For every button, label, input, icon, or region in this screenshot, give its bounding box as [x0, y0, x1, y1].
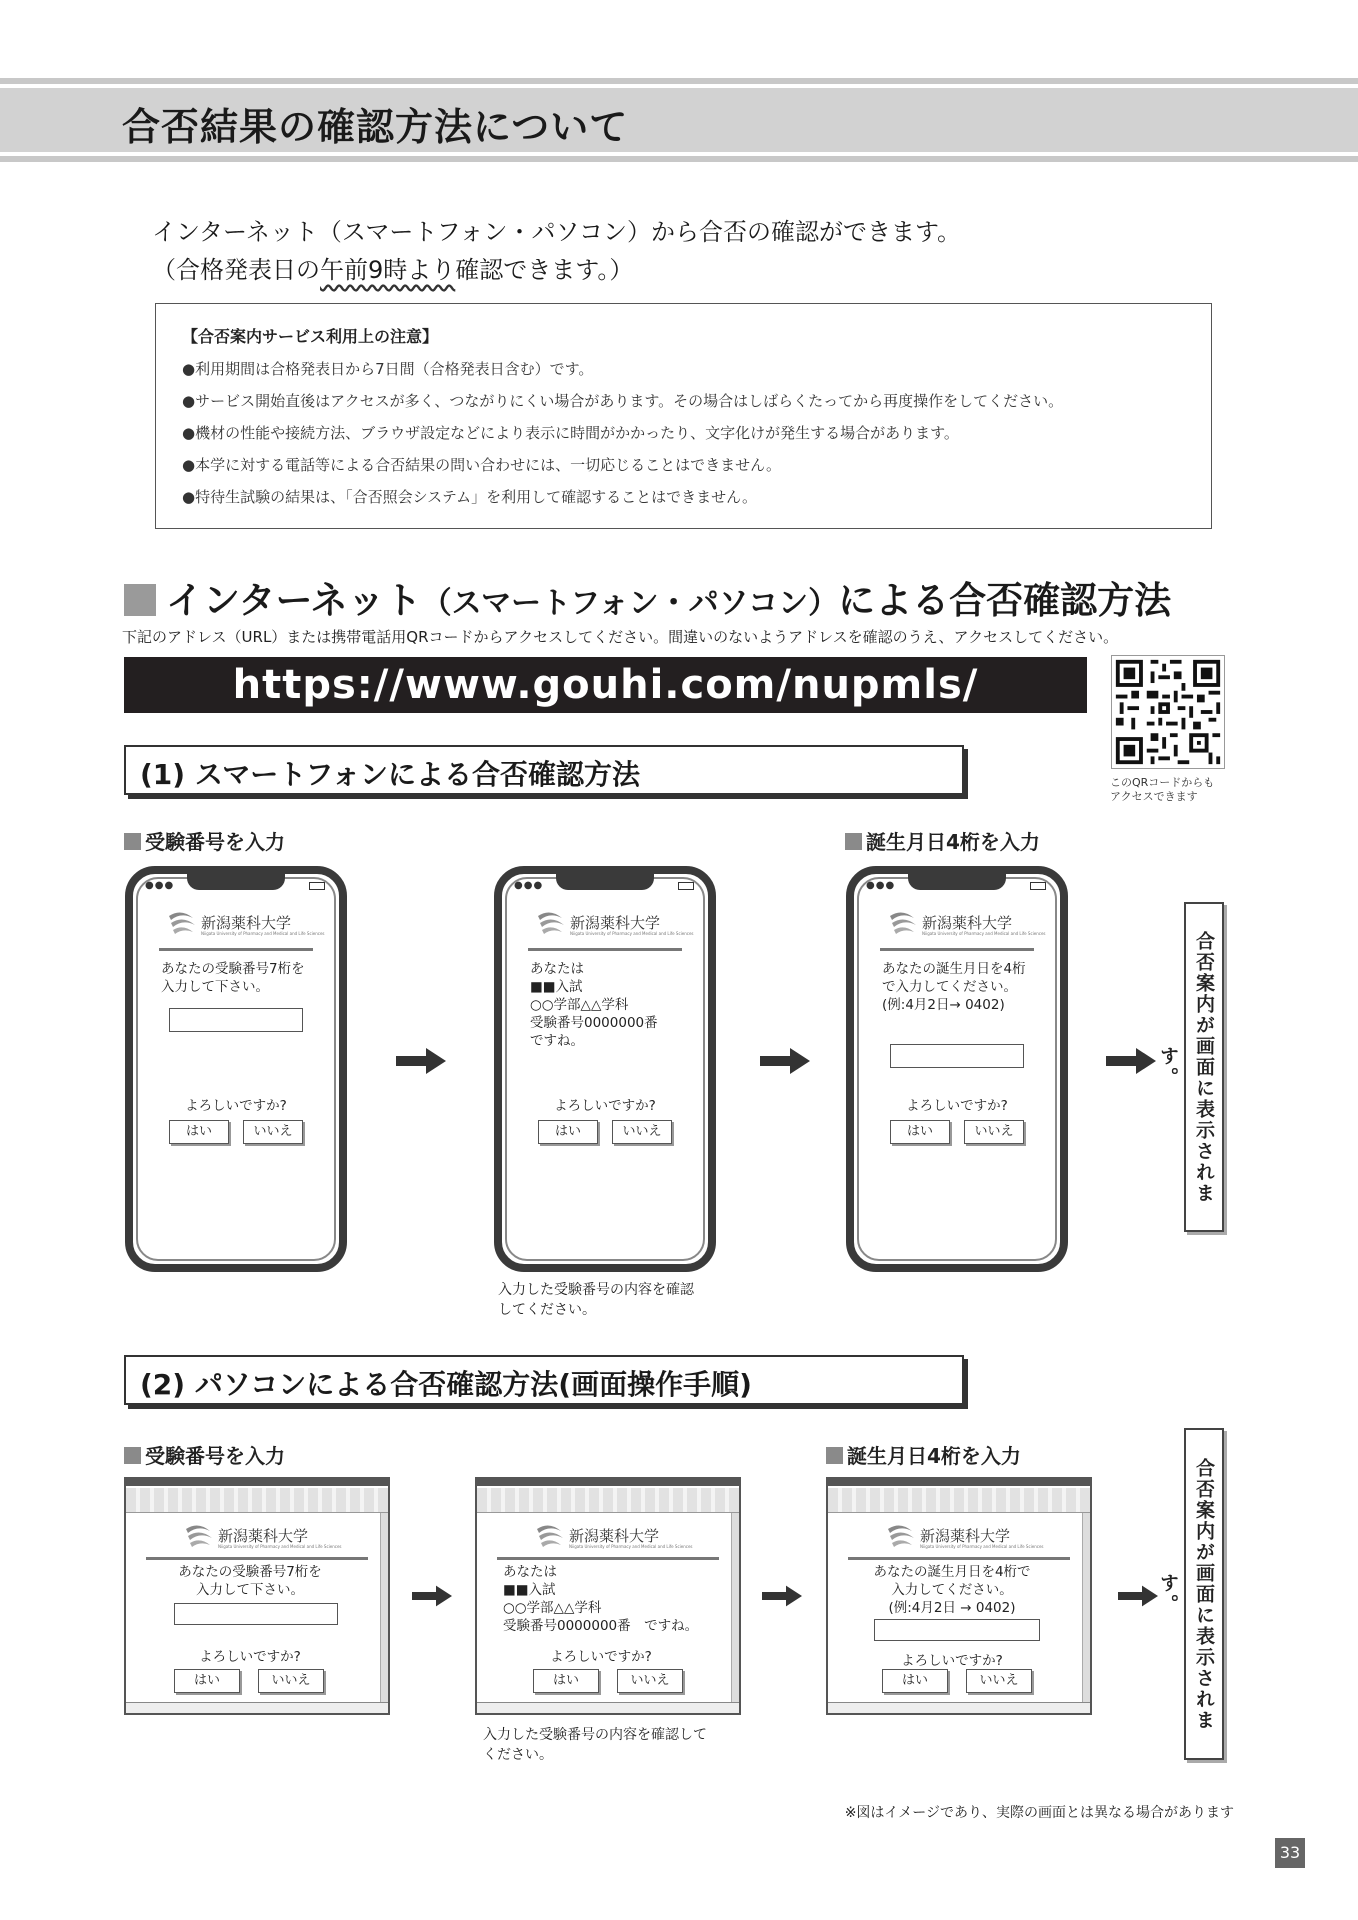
header-underline: [528, 948, 682, 951]
window-titlebar: [126, 1479, 388, 1486]
smartphone-heading-text: (1) スマートフォンによる合否確認方法: [140, 758, 641, 791]
status-bar: [126, 1702, 388, 1713]
browser-toolbar: [477, 1488, 739, 1513]
notice-box: [155, 303, 1212, 529]
confirm-question: よろしいですか?: [185, 1098, 287, 1114]
notice-title: 【合否案内サービス利用上の注意】: [182, 327, 439, 346]
pc-screen-3: [826, 1477, 1092, 1715]
sp-step3-heading: [845, 826, 1040, 855]
qr-code[interactable]: [1111, 655, 1225, 769]
no-button[interactable]: いいえ: [243, 1120, 303, 1144]
phone-screen-3: [846, 866, 1068, 1272]
section-title-b: （スマートフォン・パソコン）: [421, 586, 839, 621]
university-subtitle: Niigata University of Pharmacy and Medical and Life Sciences: [569, 1544, 693, 1549]
scrollbar[interactable]: [380, 1513, 388, 1703]
university-subtitle: Niigata University of Pharmacy and Medical and Life Sciences: [201, 931, 325, 936]
university-logo: [184, 1523, 342, 1553]
pc-heading: [124, 1355, 964, 1405]
university-logo-icon: [167, 910, 197, 936]
sp-confirm-note: 入力した受験番号の内容を確認 してください。: [498, 1282, 694, 1318]
confirm-question: よろしいですか?: [554, 1098, 656, 1114]
no-button[interactable]: いいえ: [964, 1120, 1024, 1144]
status-bar: [477, 1702, 739, 1713]
scrollbar[interactable]: [1082, 1513, 1090, 1703]
footnote: ※図はイメージであり、実際の画面とは異なる場合があります: [844, 1805, 1234, 1821]
scrollbar[interactable]: [731, 1513, 739, 1703]
pc-confirm-note: 入力した受験番号の内容を確認して ください。: [483, 1727, 707, 1763]
screen-prompt: あなたの誕生月日を4桁 で入力してください。 (例:4月2日→ 0402): [882, 961, 1026, 1013]
yes-button[interactable]: はい: [538, 1120, 598, 1144]
screen-prompt: あなたの受験番号7桁を 入力して下さい。: [161, 961, 305, 995]
screen-prompt: あなたは ■■入試 ○○学部△△学科 受験番号0000000番 ですね。: [530, 961, 658, 1049]
section-title-a: インターネット: [166, 579, 422, 622]
university-logo: [886, 1523, 1044, 1553]
right-arrow-icon: [762, 1581, 802, 1611]
right-arrow-icon: [396, 1046, 446, 1076]
phone-notch: [556, 872, 654, 890]
confirm-question: よろしいですか?: [550, 1649, 652, 1665]
url-banner[interactable]: https://www.gouhi.com/nupmls/: [124, 657, 1087, 713]
university-logo-icon: [886, 1523, 916, 1549]
yes-button[interactable]: はい: [890, 1120, 950, 1144]
intro-line-2: [152, 250, 633, 285]
notice-item: ●機材の性能や接続方法、ブラウザ設定などにより表示に時間がかかったり、文字化けが発生する場合があります。: [182, 424, 959, 442]
pc-step3-heading: [826, 1440, 1021, 1469]
header-rule-top: [0, 78, 1358, 84]
status-bar: [828, 1702, 1090, 1713]
intro-line-2a: （合格発表日の: [152, 256, 320, 284]
pc-screen-1: [124, 1477, 390, 1715]
square-bullet-icon: [124, 584, 156, 616]
university-name: 新潟薬科大学: [920, 1527, 1011, 1545]
university-subtitle: Niigata University of Pharmacy and Medical and Life Sciences: [920, 1544, 1044, 1549]
qr-code-icon: [1112, 656, 1224, 768]
university-name: 新潟薬科大学: [569, 1527, 660, 1545]
signal-dots-icon: ●●●: [145, 880, 175, 891]
university-logo: [535, 1523, 693, 1553]
pc-screen-2: [475, 1477, 741, 1715]
birthday-input[interactable]: [874, 1619, 1040, 1641]
yes-button[interactable]: はい: [533, 1669, 599, 1693]
page-title: 合否結果の確認方法について: [122, 105, 629, 149]
screen-prompt: あなたは ■■入試 ○○学部△△学科 受験番号0000000番 ですね。: [503, 1564, 699, 1634]
phone-notch: [187, 872, 285, 890]
university-subtitle: Niigata University of Pharmacy and Medical and Life Sciences: [218, 1544, 342, 1549]
signal-dots-icon: ●●●: [514, 880, 544, 891]
qr-caption-line: このQRコードからも: [1110, 776, 1215, 789]
sp-step3-label: 誕生月日4桁を入力: [866, 830, 1040, 854]
battery-icon: [678, 882, 694, 890]
yes-button[interactable]: はい: [882, 1669, 948, 1693]
window-titlebar: [477, 1479, 739, 1486]
phone-screen-1: [125, 866, 347, 1272]
university-subtitle: Niigata University of Pharmacy and Medical and Life Sciences: [922, 931, 1046, 936]
no-button[interactable]: いいえ: [617, 1669, 683, 1693]
university-logo-icon: [184, 1523, 214, 1549]
confirm-question: よろしいですか?: [901, 1653, 1003, 1669]
battery-icon: [309, 882, 325, 890]
exam-number-input[interactable]: [174, 1603, 338, 1625]
header-rule-bottom: [0, 156, 1358, 162]
sp-step1-heading: [124, 826, 285, 855]
header-underline: [848, 1557, 1070, 1560]
pc-result-label: 合否案内が画面に表示されます。: [1184, 1428, 1224, 1760]
confirm-question: よろしいですか?: [199, 1649, 301, 1665]
no-button[interactable]: いいえ: [258, 1669, 324, 1693]
square-bullet-icon: [124, 833, 141, 850]
window-titlebar: [828, 1479, 1090, 1486]
square-bullet-icon: [826, 1447, 843, 1464]
smartphone-heading: [124, 745, 964, 795]
sp-result-label: 合否案内が画面に表示されます。: [1184, 902, 1224, 1232]
header-underline: [497, 1557, 719, 1560]
pc-step3-label: 誕生月日4桁を入力: [847, 1444, 1021, 1468]
intro-line-1: インターネット（スマートフォン・パソコン）から合否の確認ができます。: [152, 218, 962, 246]
university-name: 新潟薬科大学: [218, 1527, 309, 1545]
university-name: 新潟薬科大学: [201, 914, 292, 932]
pc-heading-text: (2) パソコンによる合否確認方法(画面操作手順): [140, 1368, 752, 1401]
browser-toolbar: [828, 1488, 1090, 1513]
phone-notch: [908, 872, 1006, 890]
signal-dots-icon: ●●●: [866, 880, 896, 891]
university-logo: [888, 910, 1046, 940]
no-button[interactable]: いいえ: [612, 1120, 672, 1144]
university-logo-icon: [888, 910, 918, 936]
qr-caption-line: アクセスできます: [1110, 790, 1198, 803]
notice-item: ●特待生試験の結果は、「合否照会システム」を利用して確認することはできません。: [182, 488, 757, 506]
header-underline: [159, 948, 313, 951]
university-logo: [167, 910, 325, 940]
university-logo-icon: [535, 1523, 565, 1549]
page-number: 33: [1275, 1838, 1305, 1868]
university-logo: [536, 910, 694, 940]
university-logo-icon: [536, 910, 566, 936]
intro-emphasis: 午前9時より: [320, 256, 456, 284]
university-name: 新潟薬科大学: [922, 914, 1013, 932]
header-underline: [880, 948, 1034, 951]
phone-screen-2: [494, 866, 716, 1272]
section-title: [124, 570, 1171, 624]
yes-button[interactable]: はい: [169, 1120, 229, 1144]
browser-toolbar: [126, 1488, 388, 1513]
pc-step1-label: 受験番号を入力: [145, 1444, 285, 1468]
battery-icon: [1030, 882, 1046, 890]
right-arrow-icon: [1106, 1046, 1156, 1076]
notice-item: ●本学に対する電話等による合否結果の問い合わせには、一切応じることはできません。: [182, 456, 781, 474]
right-arrow-icon: [412, 1581, 452, 1611]
confirm-question: よろしいですか?: [906, 1098, 1008, 1114]
screen-prompt: あなたの誕生月日を4桁で 入力してください。 (例:4月2日 → 0402): [873, 1564, 1031, 1616]
section-title-c: による合否確認方法: [838, 579, 1172, 622]
section-description: 下記のアドレス（URL）または携帯電話用QRコードからアクセスしてください。間違いのないようアドレスを確認のうえ、アクセスしてください。: [122, 628, 1119, 646]
square-bullet-icon: [845, 833, 862, 850]
pc-step1-heading: [124, 1440, 285, 1469]
intro-line-2b: 確認できます。）: [455, 256, 634, 284]
no-button[interactable]: いいえ: [966, 1669, 1032, 1693]
notice-item: ●利用期間は合格発表日から7日間（合格発表日含む）です。: [182, 360, 594, 378]
square-bullet-icon: [124, 1447, 141, 1464]
notice-item: ●サービス開始直後はアクセスが多く、つながりにくい場合があります。その場合はしばらくたってから再度操作をしてください。: [182, 392, 1064, 410]
qr-caption: [1110, 776, 1214, 804]
birthday-input[interactable]: [890, 1044, 1024, 1068]
right-arrow-icon: [760, 1046, 810, 1076]
sp-step1-label: 受験番号を入力: [145, 830, 285, 854]
screen-prompt: あなたの受験番号7桁を 入力して下さい。: [178, 1564, 322, 1598]
university-name: 新潟薬科大学: [570, 914, 661, 932]
header-underline: [146, 1557, 368, 1560]
exam-number-input[interactable]: [169, 1008, 303, 1032]
yes-button[interactable]: はい: [174, 1669, 240, 1693]
university-subtitle: Niigata University of Pharmacy and Medical and Life Sciences: [570, 931, 694, 936]
